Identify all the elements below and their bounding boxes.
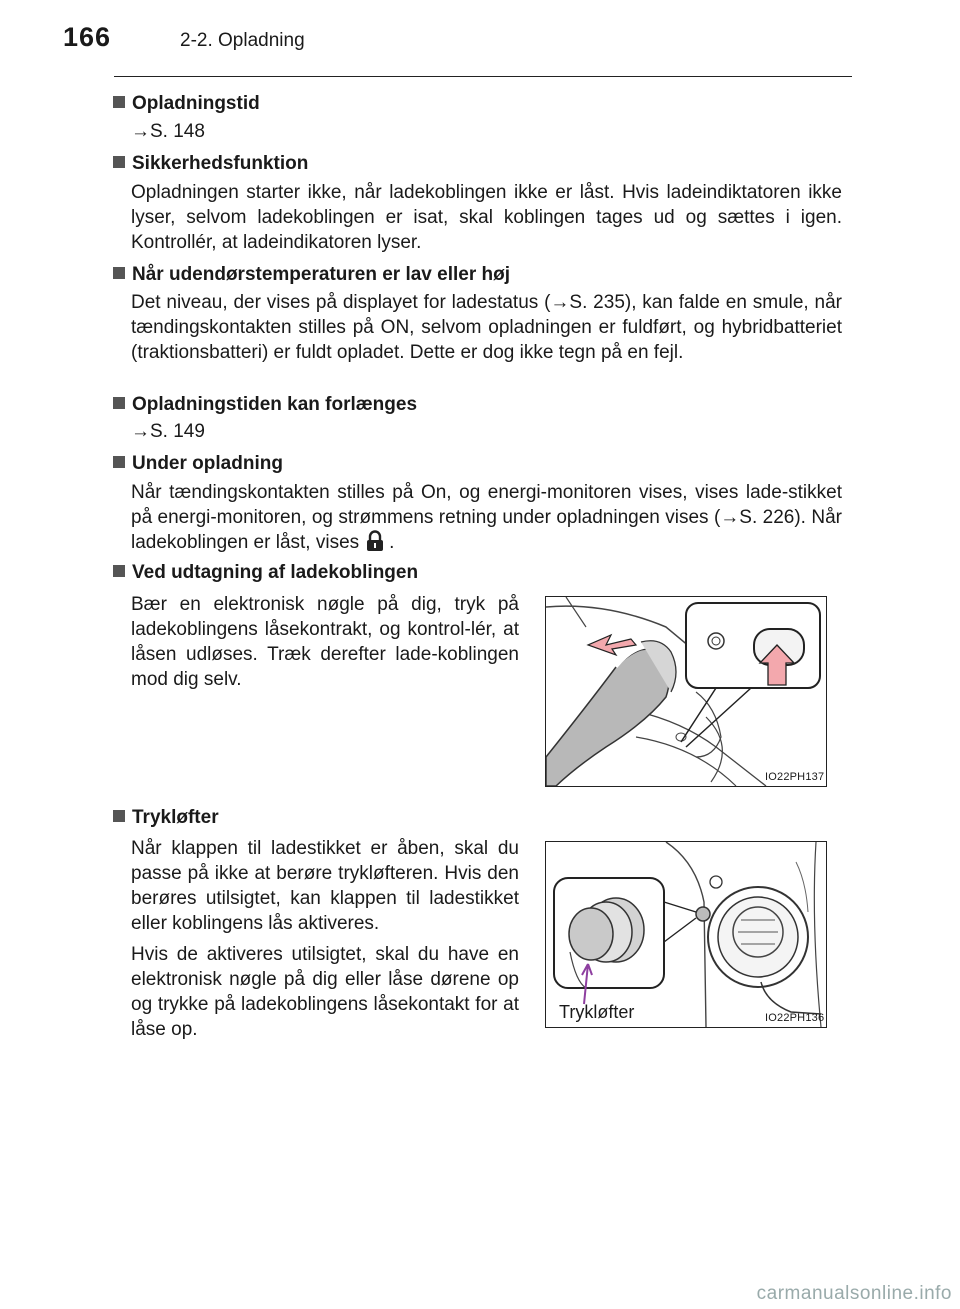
bullet-square-icon (113, 397, 125, 409)
heading-temperatur: Når udendørstemperaturen er lav eller høj (113, 263, 510, 287)
heading-opladningstid: Opladningstid (113, 92, 260, 116)
reference-link[interactable]: →S. 148 (131, 121, 205, 142)
watermark: carmanualsonline.info (756, 1283, 952, 1304)
bullet-square-icon (113, 156, 125, 168)
paragraph-trykloefter: Når klappen til ladestikket er åben, skal du passe på ikke at berøre trykløfteren. Hvis den berøres utilsigtet, kan klappen til ladestikket eller koblingens lås aktiveres. (131, 838, 519, 934)
paragraph-temperatur: Det niveau, der vises på displayet for ladestatus (→S. 235), kan falde en smule, når tændingskontakten stilles på ON, selvom opladningen er fuldført, og hybridbatteriet (traktionsbatteri) er fuldt opladet. Dette er dog ikke tegn på en fejl. (131, 292, 842, 363)
push-lifter-illustration (546, 842, 826, 1027)
heading-sikkerhedsfunktion: Sikkerhedsfunktion (113, 152, 308, 176)
heading-udtagning: Ved udtagning af ladekoblingen (113, 561, 418, 585)
paragraph-sikkerhedsfunktion: Opladningen starter ikke, når ladekoblingen ikke er låst. Hvis ladeindiktatoren ikke lyser, selvom ladekoblingen er isat, skal koblingen tages ud og sættes i igen. Kontrollér, at ladeindikatoren lyser. (131, 182, 842, 253)
reference-link[interactable]: →S. 149 (131, 421, 205, 442)
paragraph-under-opladning: Når tændingskontakten stilles på On, og energi-monitoren vises, vises lade-stikket på energi-monitoren, og strømmens retning under opladningen vises (→S. 226). Når ladekoblingen er låst, vises . (131, 482, 842, 553)
lock-icon (365, 530, 385, 552)
page-number: 166 (63, 22, 112, 52)
charging-connector-illustration (546, 597, 826, 786)
paragraph-udtagning: Bær en elektronisk nøgle på dig, tryk på ladekoblingens låsekontrakt, og kontrol-lér, at låsen udløses. Træk derefter lade-koblingen mod dig selv. (131, 594, 519, 690)
section-title: 2-2. Opladning (180, 30, 305, 51)
heading-opladningstid-forlaenges: Opladningstiden kan forlænges (113, 393, 417, 417)
callout-label: Trykløfter (559, 1002, 635, 1022)
heading-trykloefter: Trykløfter (113, 806, 219, 830)
paragraph-trykloefter-2: Hvis de aktiveres utilsigtet, skal du have en elektronisk nøgle på dig eller låse dørene op og trykke på ladekoblingens låsekontakt for at låse op. (131, 944, 519, 1040)
figure-charging-connector-release (545, 596, 827, 787)
figure-code: IO22PH137 (765, 771, 825, 783)
bullet-square-icon (113, 565, 125, 577)
bullet-square-icon (113, 810, 125, 822)
bullet-square-icon (113, 96, 125, 108)
header-rule (114, 76, 852, 77)
figure-code: IO22PH136 (765, 1012, 825, 1024)
heading-under-opladning: Under opladning (113, 452, 283, 476)
bullet-square-icon (113, 456, 125, 468)
figure-push-lifter (545, 841, 827, 1028)
bullet-square-icon (113, 267, 125, 279)
